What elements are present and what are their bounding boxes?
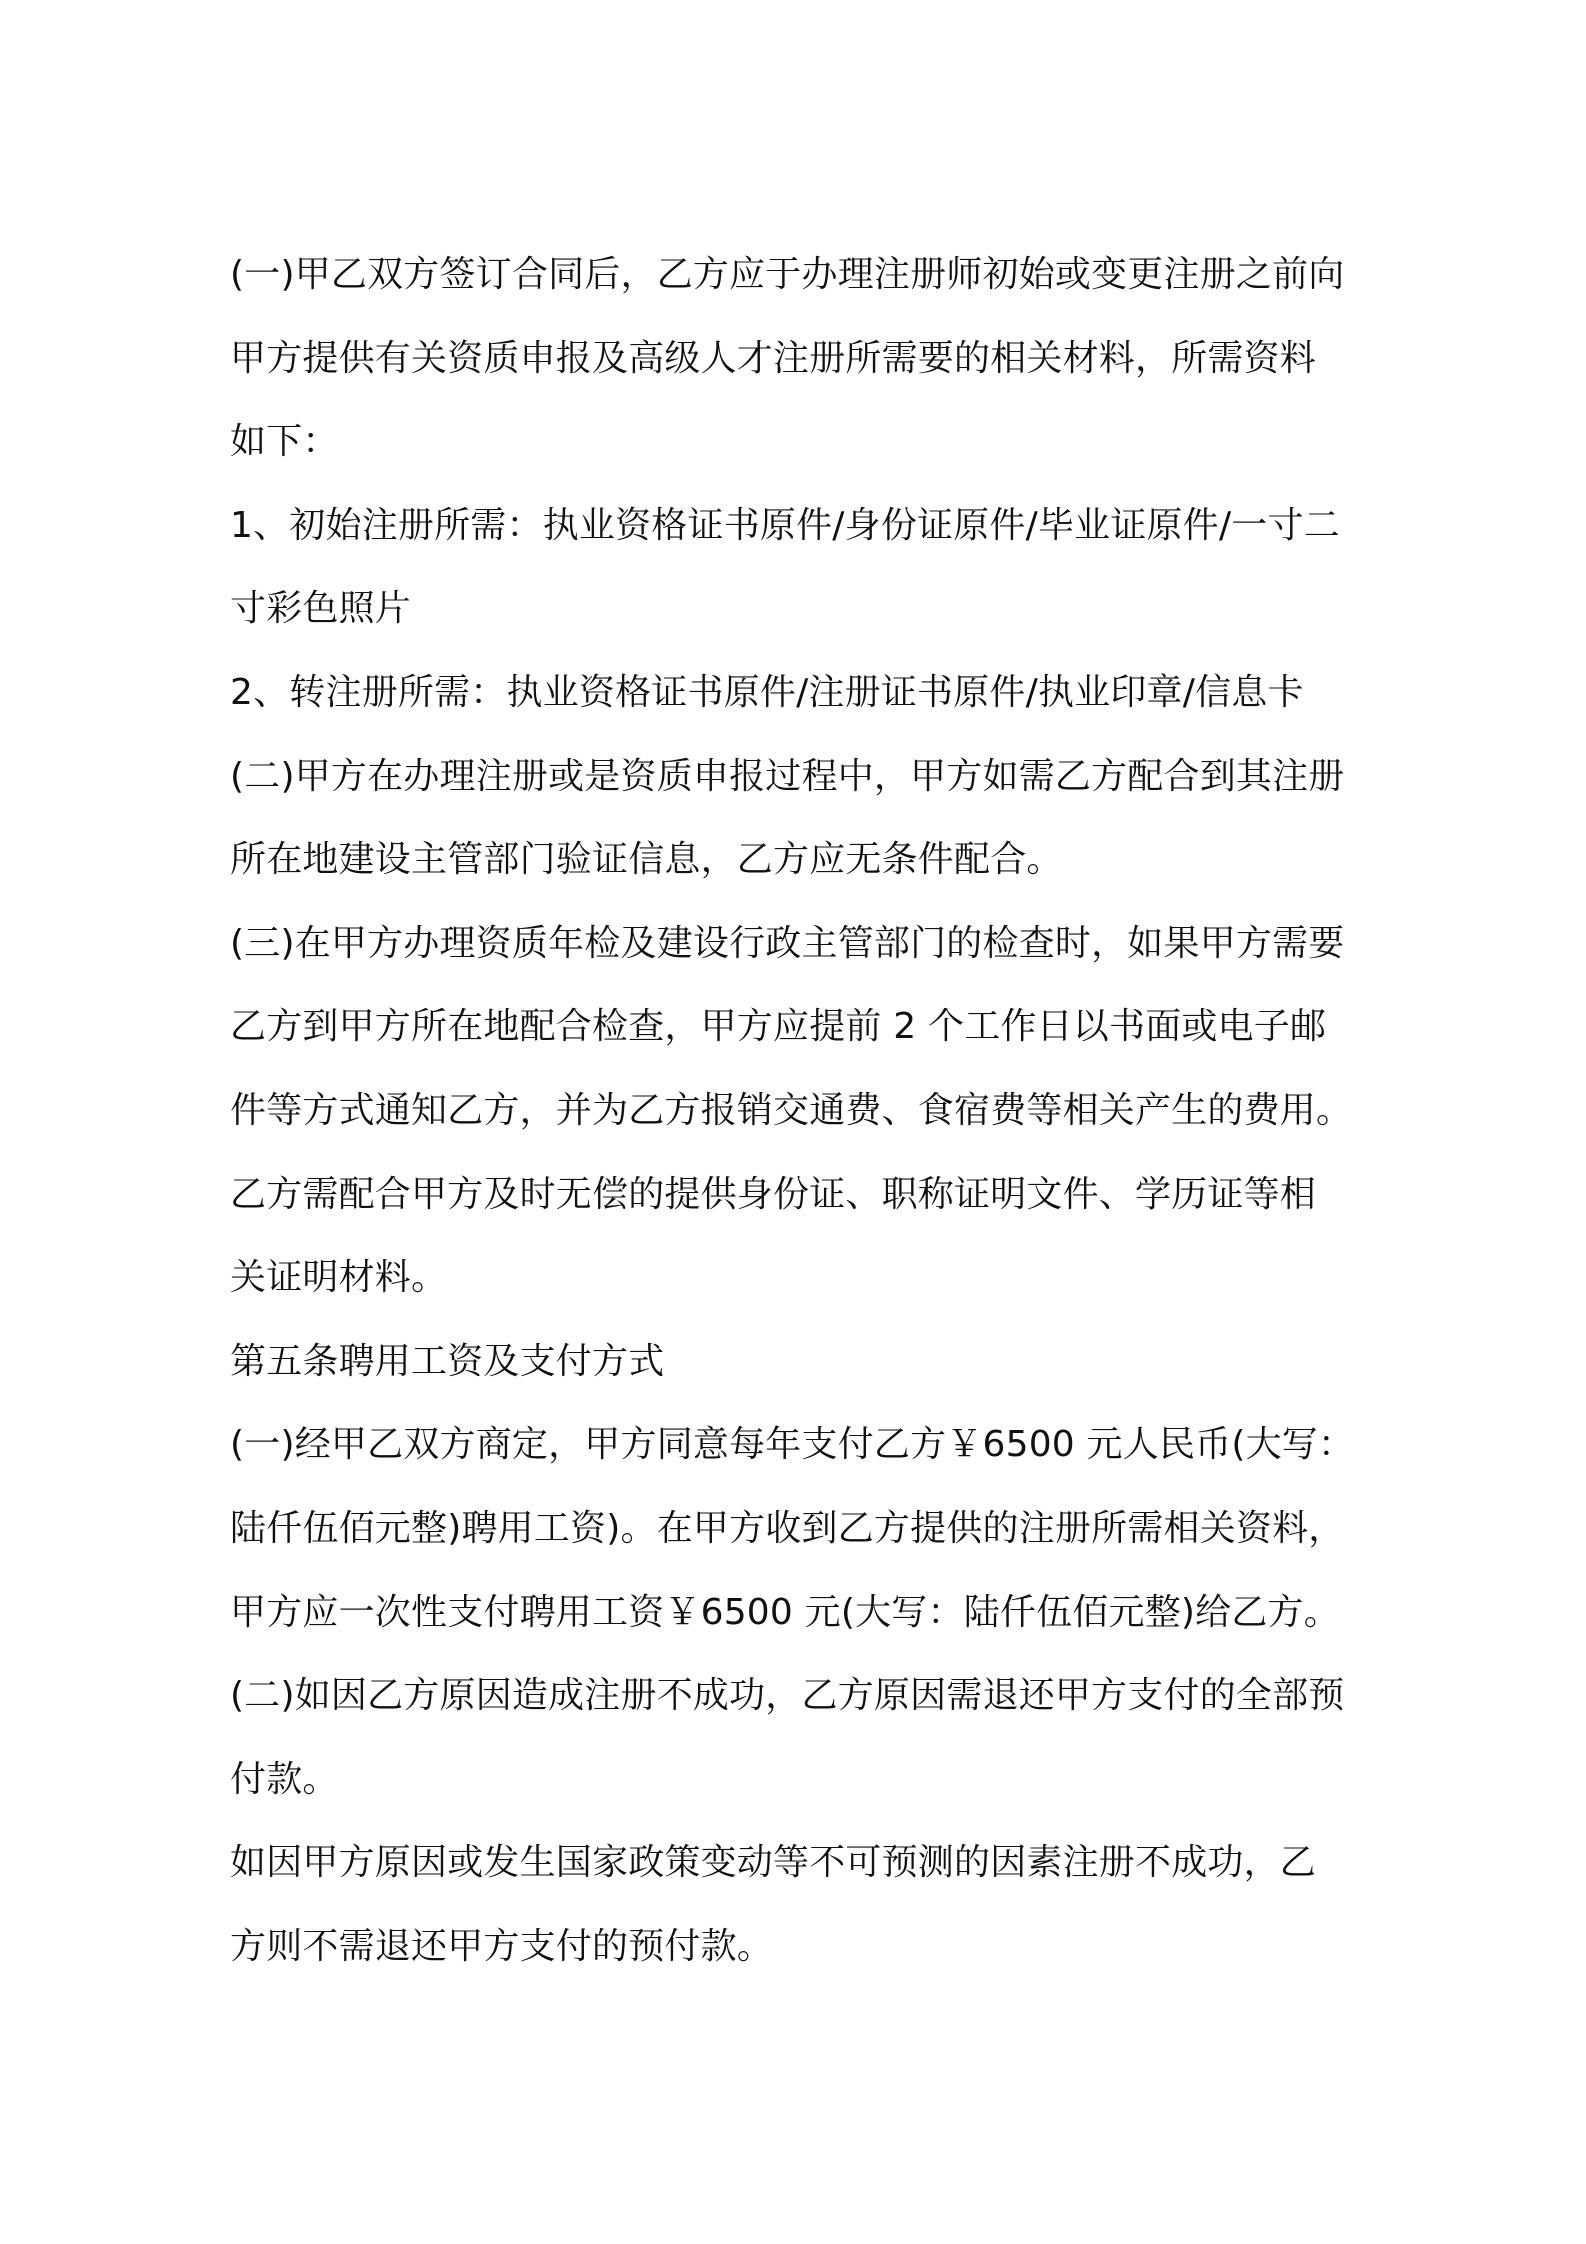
text-line: 2、转注册所需：执业资格证书原件/注册证书原件/执业印章/信息卡	[230, 671, 1304, 713]
text-line: 1、初始注册所需：执业资格证书原件/身份证原件/毕业证原件/一寸二	[230, 504, 1340, 546]
text-line: (二)甲方在办理注册或是资质申报过程中，甲方如需乙方配合到其注册	[230, 755, 1345, 797]
text-line: 关证明材料。	[230, 1257, 448, 1299]
text-line: 如下：	[230, 421, 339, 463]
text-line: 甲方提供有关资质申报及高级人才注册所需要的相关材料，所需资料	[230, 337, 1317, 379]
text-line: 陆仟伍佰元整)聘用工资)。在甲方收到乙方提供的注册所需相关资料，	[230, 1507, 1345, 1549]
text-line: 寸彩色照片	[230, 588, 412, 630]
text-line: (一)经甲乙双方商定，甲方同意每年支付乙方￥6500 元人民币(大写：	[230, 1424, 1355, 1466]
text-line: 所在地建设主管部门验证信息，乙方应无条件配合。	[230, 839, 1063, 881]
text-line: 甲方应一次性支付聘用工资￥6500 元(大写：陆仟伍佰元整)给乙方。	[230, 1591, 1340, 1633]
section-heading: 第五条聘用工资及支付方式	[230, 1340, 665, 1382]
document-page	[230, 233, 1370, 1988]
text-line: (一)甲乙双方签订合同后，乙方应于办理注册师初始或变更注册之前向	[230, 254, 1345, 295]
text-line: 乙方需配合甲方及时无偿的提供身份证、职称证明文件、学历证等相	[230, 1173, 1317, 1215]
text-line: 如因甲方原因或发生国家政策变动等不可预测的因素注册不成功，乙	[230, 1842, 1317, 1884]
text-line: (三)在甲方办理资质年检及建设行政主管部门的检查时，如果甲方需要	[230, 922, 1345, 964]
text-line: 件等方式通知乙方，并为乙方报销交通费、食宿费等相关产生的费用。	[230, 1089, 1353, 1131]
text-line: 付款。	[230, 1758, 339, 1800]
text-line: (二)如因乙方原因造成注册不成功，乙方原因需退还甲方支付的全部预	[230, 1675, 1345, 1717]
text-line: 乙方到甲方所在地配合检查，甲方应提前 2 个工作日以书面或电子邮	[230, 1006, 1327, 1048]
text-line: 方则不需退还甲方支付的预付款。	[230, 1925, 774, 1967]
